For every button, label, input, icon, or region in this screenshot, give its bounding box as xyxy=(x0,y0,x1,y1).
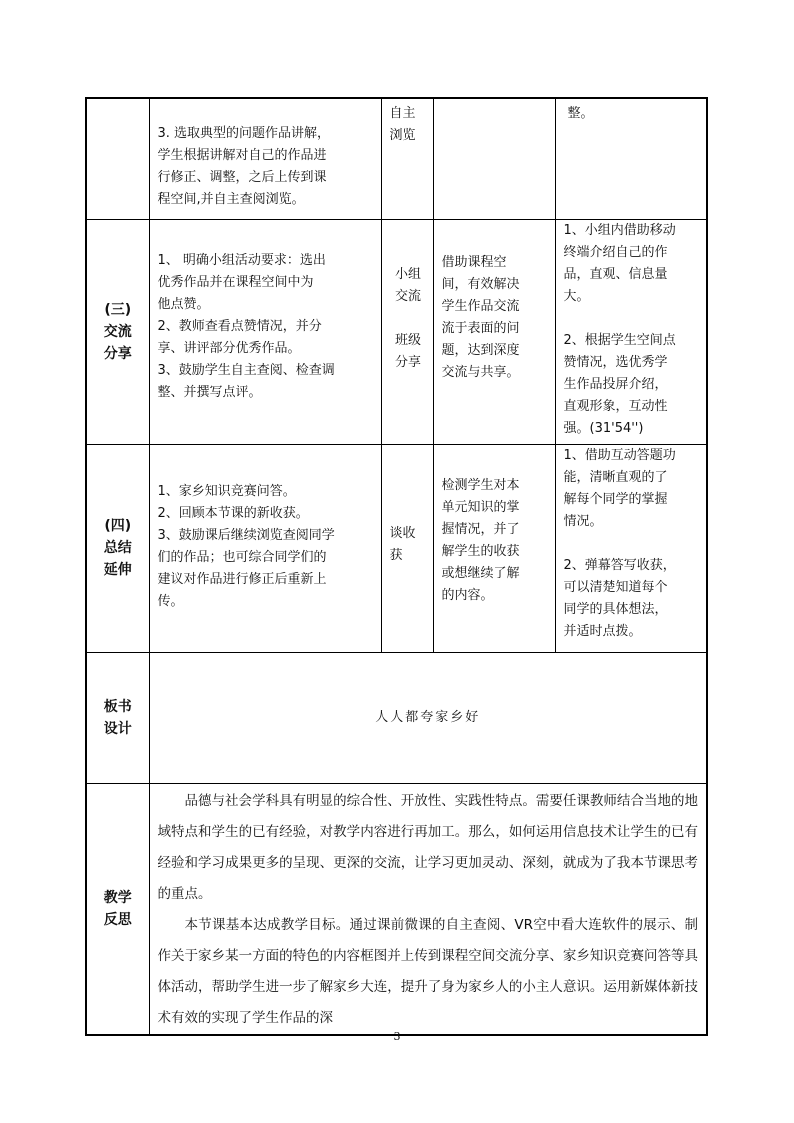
text-line: 传。 xyxy=(157,593,184,609)
text-line: 2、根据学生空间点 xyxy=(563,332,676,348)
text-line: 教学 xyxy=(103,889,132,906)
teacher-activity-cell xyxy=(149,98,381,219)
text-line: 可以清楚知道每个 xyxy=(563,579,668,595)
text-line xyxy=(390,308,427,330)
board-label xyxy=(86,652,149,783)
text-line: 享、讲评部分优秀作品。 xyxy=(157,340,301,356)
text-line: 学生作品交流 xyxy=(441,298,520,314)
text-line xyxy=(564,308,701,330)
text-line: 3. 选取典型的问题作品讲解， xyxy=(157,126,331,141)
board-title: 人人都夸家乡好 xyxy=(149,652,707,783)
student-activity-cell xyxy=(381,219,433,444)
stage-label-lines xyxy=(87,515,149,581)
text-line: 2、弹幕答写收获， xyxy=(563,557,676,573)
text-line: 间，有效解决 xyxy=(441,276,520,292)
text-line: 3、鼓励课后继续浏览查阅同学 xyxy=(157,527,335,543)
stage-label-lines xyxy=(87,299,149,365)
text-line: 流于表面的问 xyxy=(441,320,520,336)
text-line: 小组 xyxy=(394,266,421,282)
text-line: 解学生的收获 xyxy=(441,543,520,559)
teacher-activity-lines xyxy=(158,250,375,404)
teacher-activity-lines xyxy=(158,123,375,211)
text-line: 分享 xyxy=(103,345,132,362)
text-line: 情况。 xyxy=(563,513,603,529)
purpose-lines xyxy=(442,252,549,384)
stage-row-summary xyxy=(86,444,707,652)
text-line: 强。(31'54'') xyxy=(563,420,644,436)
text-line: 设计 xyxy=(103,720,132,737)
board-design-row xyxy=(86,652,707,783)
text-line: 大。 xyxy=(563,288,590,304)
teacher-activity-cell xyxy=(149,219,381,444)
stage-row-exchange xyxy=(86,219,707,444)
text-line: 谈收 xyxy=(389,525,416,541)
reflection-text xyxy=(149,783,707,1035)
text-line: 板书 xyxy=(103,698,132,715)
stage-label xyxy=(86,219,149,444)
text-line: 赞情况，选优秀学 xyxy=(563,354,668,370)
text-line: 同学的具体想法， xyxy=(563,601,668,617)
text-line: 交流 xyxy=(103,323,132,340)
media-note-lines xyxy=(568,103,701,125)
stage-cell-empty xyxy=(86,98,149,219)
media-note-lines xyxy=(564,445,701,643)
text-line: 能，清晰直观的了 xyxy=(563,469,668,485)
text-line: 交流 xyxy=(394,288,421,304)
media-note-cell xyxy=(555,444,707,652)
text-line: 浏览 xyxy=(389,128,416,143)
media-note-cell xyxy=(555,98,707,219)
text-line: 建议对作品进行修正后重新上 xyxy=(157,571,327,587)
text-line: 整。 xyxy=(567,106,594,121)
media-note-lines xyxy=(564,220,701,440)
text-line: 1、 明确小组活动要求：选出 xyxy=(157,252,326,268)
text-line: 程空间,并自主查阅浏览。 xyxy=(157,192,305,207)
text-line: 1、借助互动答题功 xyxy=(563,447,676,463)
text-line: 题，达到深度 xyxy=(441,342,520,358)
text-line: 1、小组内借助移动 xyxy=(563,222,676,238)
reflection-label-lines xyxy=(87,887,149,931)
text-line: 检测学生对本 xyxy=(441,477,520,493)
student-activity-cell xyxy=(381,98,433,219)
text-line: 或想继续了解 xyxy=(441,565,520,581)
purpose-cell xyxy=(433,98,555,219)
reflection-paragraph: 本节课基本达成教学目标。通过课前微课的自主查阅、VR空中看大连软件的展示、制作关于家乡某一方面的特色的内容框图并上传到课程空间交流分享、家乡知识竞赛问答等具体活动，帮助学生进一步了解家乡大连，提升了身为家乡人的小主人意识。运用新媒体新技术有效的实现了学生作品的深 xyxy=(157,916,698,1026)
text-line: 总结 xyxy=(103,540,132,556)
text-line: 生作品投屏介绍， xyxy=(563,376,668,392)
board-label-lines xyxy=(87,696,149,740)
text-line: 班级 xyxy=(394,332,421,348)
text-line: 单元知识的掌 xyxy=(441,499,520,515)
text-line: 2、回顾本节课的新收获。 xyxy=(157,505,309,521)
text-line: 解每个同学的掌握 xyxy=(563,491,668,507)
text-line: 握情况，并了 xyxy=(441,521,520,537)
student-activity-lines xyxy=(390,264,427,374)
text-line: 优秀作品并在课程空间中为 xyxy=(157,274,314,290)
text-line: 的内容。 xyxy=(441,587,494,603)
text-line: 延伸 xyxy=(103,562,132,578)
text-line: 品，直观、信息量 xyxy=(563,266,668,282)
stage-label xyxy=(86,444,149,652)
student-activity-cell xyxy=(381,444,433,652)
lesson-plan-table xyxy=(85,97,708,1036)
page-number: 3 xyxy=(393,1030,401,1043)
text-line: 整、并撰写点评。 xyxy=(157,384,262,400)
text-line: 获 xyxy=(389,547,403,563)
continued-row xyxy=(86,98,707,219)
text-line: (三) xyxy=(104,301,132,318)
purpose-lines xyxy=(442,475,549,607)
text-line: 终端介绍自己的作 xyxy=(563,244,668,260)
text-line: 学生根据讲解对自己的作品进 xyxy=(157,148,327,163)
student-activity-lines xyxy=(390,523,427,567)
text-line: 3、鼓励学生自主查阅、检查调 xyxy=(157,362,335,378)
reflection-row xyxy=(86,783,707,1035)
student-activity-lines xyxy=(390,103,427,147)
reflection-label xyxy=(86,783,149,1035)
text-line: (四) xyxy=(104,518,132,534)
text-line xyxy=(564,533,701,555)
text-line: 分享 xyxy=(394,354,421,370)
text-line: 直观形象，互动性 xyxy=(563,398,668,414)
text-line: 自主 xyxy=(389,106,416,121)
text-line: 2、教师查看点赞情况，并分 xyxy=(157,318,322,334)
text-line: 行修正、调整，之后上传到课 xyxy=(157,170,327,185)
text-line: 并适时点拨。 xyxy=(563,623,642,639)
text-line: 借助课程空 xyxy=(441,254,507,270)
media-note-cell xyxy=(555,219,707,444)
teacher-activity-lines xyxy=(158,481,375,613)
text-line: 1、家乡知识竞赛问答。 xyxy=(157,483,296,499)
reflection-paragraph: 品德与社会学科具有明显的综合性、开放性、实践性特点。需要任课教师结合当地的地域特点和学生的已有经验，对教学内容进行再加工。那么，如何运用信息技术让学生的已有经验和学习成果更多的呈现、更深的交流，让学习更加灵动、深刻，就成为了我本节课思考的重点。 xyxy=(157,792,698,902)
teacher-activity-cell xyxy=(149,444,381,652)
purpose-cell xyxy=(433,444,555,652)
text-line: 们的作品；也可综合同学们的 xyxy=(157,549,327,565)
text-line: 他点赞。 xyxy=(157,296,210,312)
purpose-cell xyxy=(433,219,555,444)
text-line: 反思 xyxy=(103,911,132,928)
text-line: 交流与共享。 xyxy=(441,364,520,380)
